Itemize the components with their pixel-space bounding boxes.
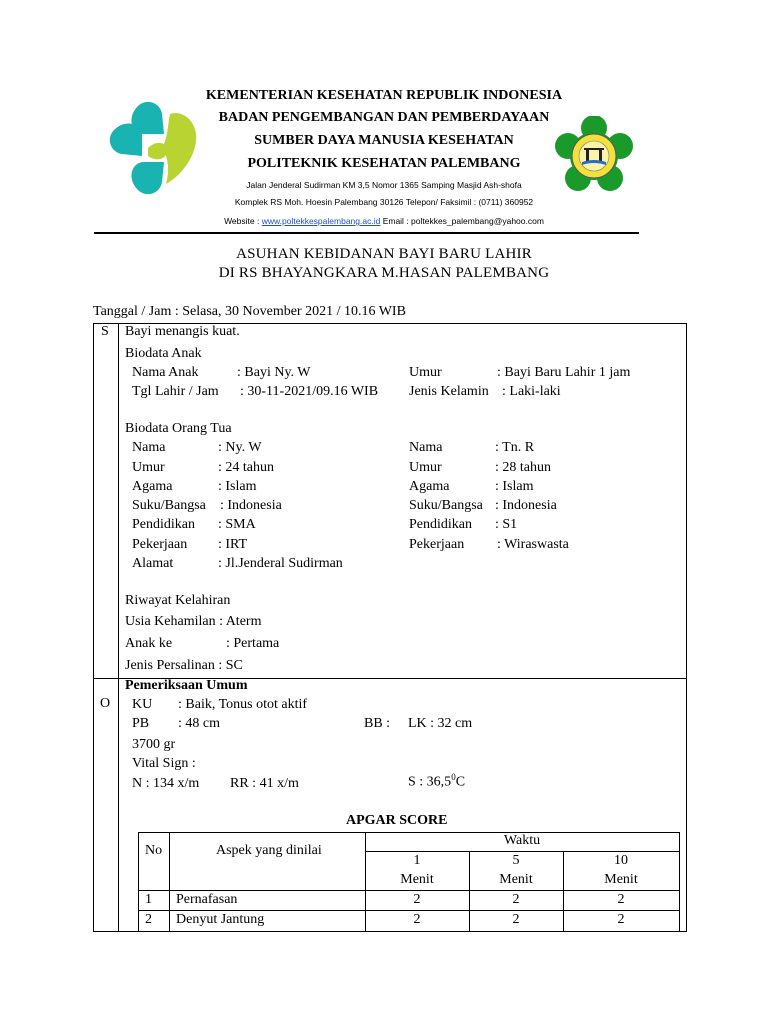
apgar-row-v5: 2 [512,912,520,927]
apgar-waktu-divider [365,851,679,852]
ayah-label: Agama [409,479,450,494]
suhu-unit: C [455,774,466,790]
umur-anak-label: Umur [409,365,442,380]
apgar-row-v1: 2 [413,892,421,907]
bb-value: 3700 gr [132,737,176,752]
apgar-time-num: 1 [413,853,421,868]
ibu-label: Agama [132,479,173,494]
table-left-border [93,323,94,931]
ayah-value: : 28 tahun [495,460,551,475]
ibu-value: : Jl.Jenderal Sudirman [218,556,343,571]
website-link[interactable]: www.poltekkespalembang.ac.id [261,216,381,226]
table-bottom-border [93,931,687,932]
suhu-value [408,772,465,791]
doc-subtitle: DI RS BHAYANGKARA M.HASAN PALEMBANG [218,265,550,281]
section-s-letter: S [101,324,109,339]
doc-title: ASUHAN KEBIDANAN BAYI BARU LAHIR [236,246,532,262]
ibu-label: Pekerjaan [132,537,188,552]
biodata-ortu-heading: Biodata Orang Tua [125,421,232,436]
umur-anak-value: : Bayi Baru Lahir 1 jam [497,365,631,380]
ayah-value: : Tn. R [495,440,535,455]
apgar-title: APGAR SCORE [346,813,448,828]
ayah-value: : Islam [495,479,534,494]
header-ministry: KEMENTERIAN KESEHATAN REPUBLIK INDONESIA [205,88,563,103]
header-agency-2: SUMBER DAYA MANUSIA KESEHATAN [254,133,514,148]
ayah-value: : Wiraswasta [497,537,569,552]
ibu-label: Alamat [132,556,174,571]
respirasi-value: RR : 41 x/m [230,776,299,791]
header-agency: BADAN PENGEMBANGAN DAN PEMBERDAYAAN [218,110,550,125]
apgar-time-unit: Menit [604,872,638,887]
ibu-label: Pendidikan [132,517,195,532]
bb-label: BB : [364,716,391,731]
apgar-time-unit: Menit [400,872,434,887]
jenis-persalinan: Jenis Persalinan : SC [125,658,243,673]
jenis-kelamin-label: Jenis Kelamin [409,384,489,399]
apgar-row-no: 2 [145,912,152,927]
email-text: Email : poltekkes_palembang@yahoo.com [382,216,544,226]
apgar-time-num: 5 [512,853,520,868]
table-col-divider [118,323,119,931]
ibu-value: : Indonesia [220,498,282,513]
anak-ke-value: : Pertama [226,636,280,651]
apgar-right-border [679,832,680,931]
apgar-row-aspek: Denyut Jantung [176,912,265,927]
ayah-label: Suku/Bangsa [409,498,483,513]
vital-sign-heading: Vital Sign : [132,756,196,771]
apgar-time-unit: Menit [499,872,533,887]
header-divider [94,232,639,234]
ayah-label: Pekerjaan [409,537,465,552]
pemeriksaan-heading: Pemeriksaan Umum [125,678,248,693]
ibu-label: Umur [132,460,165,475]
apgar-col-aspek-header: Aspek yang dinilai [216,843,322,858]
suhu-degree: 0 [451,772,456,782]
ibu-value: : SMA [218,517,256,532]
nama-anak-label: Nama Anak [132,365,199,380]
apgar-row-no: 1 [145,892,152,907]
tgl-lahir-label: Tgl Lahir / Jam [132,384,219,399]
ayah-value: : Indonesia [495,498,557,513]
apgar-row-aspek: Pernafasan [176,892,238,907]
ayah-value: : S1 [495,517,518,532]
apgar-left-border [138,832,139,931]
pb-label: PB [132,716,150,731]
apgar-row-divider [138,910,679,911]
apgar-row-v5: 2 [512,892,520,907]
ibu-value: : 24 tahun [218,460,274,475]
ayah-label: Umur [409,460,442,475]
header-contact [0,216,768,226]
ibu-value: : Islam [218,479,257,494]
apgar-header-bottom [138,890,679,891]
usia-kehamilan: Usia Kehamilan : Aterm [125,614,262,629]
apgar-col-waktu-header: Waktu [503,833,541,848]
ibu-value: : Ny. W [218,440,262,455]
website-label: Website : [224,216,260,226]
apgar-row-v10: 2 [617,912,625,927]
ku-label: KU [132,697,153,712]
apgar-col-no [169,832,170,931]
jenis-kelamin-value: : Laki-laki [502,384,561,399]
header-institution: POLITEKNIK KESEHATAN PALEMBANG [247,156,521,171]
ibu-label: Nama [132,440,166,455]
suhu-number: S : 36,5 [408,774,452,790]
biodata-anak-heading: Biodata Anak [125,346,202,361]
apgar-time-num: 10 [614,853,628,868]
section-o-letter: O [100,696,111,711]
date-time: Tanggal / Jam : Selasa, 30 November 2021 / 10.16 WIB [93,304,406,319]
ibu-label: Suku/Bangsa [132,498,206,513]
riwayat-heading: Riwayat Kelahiran [125,593,231,608]
apgar-col-no-header: No [145,843,163,858]
apgar-row-v10: 2 [617,892,625,907]
nama-anak-value: : Bayi Ny. W [237,365,311,380]
header-address-2: Komplek RS Moh. Hoesin Palembang 30126 Telepon/ Faksimil : (0711) 360952 [234,197,534,207]
nadi-value: N : 134 x/m [132,776,200,791]
ayah-label: Pendidikan [409,517,472,532]
lk-value: LK : 32 cm [408,716,473,731]
tgl-lahir-value: : 30-11-2021/09.16 WIB [240,384,379,399]
ayah-label: Nama [409,440,443,455]
anak-ke-label: Anak ke [125,636,173,651]
table-right-border [686,323,687,931]
apgar-row-v1: 2 [413,912,421,927]
baby-cry: Bayi menangis kuat. [125,324,240,339]
ku-value: : Baik, Tonus otot aktif [178,697,308,712]
pb-value: : 48 cm [178,716,220,731]
header-address-1: Jalan Jenderal Sudirman KM 3,5 Nomor 1365 Samping Masjid Ash-shofa [246,180,522,190]
ibu-value: : IRT [218,537,248,552]
